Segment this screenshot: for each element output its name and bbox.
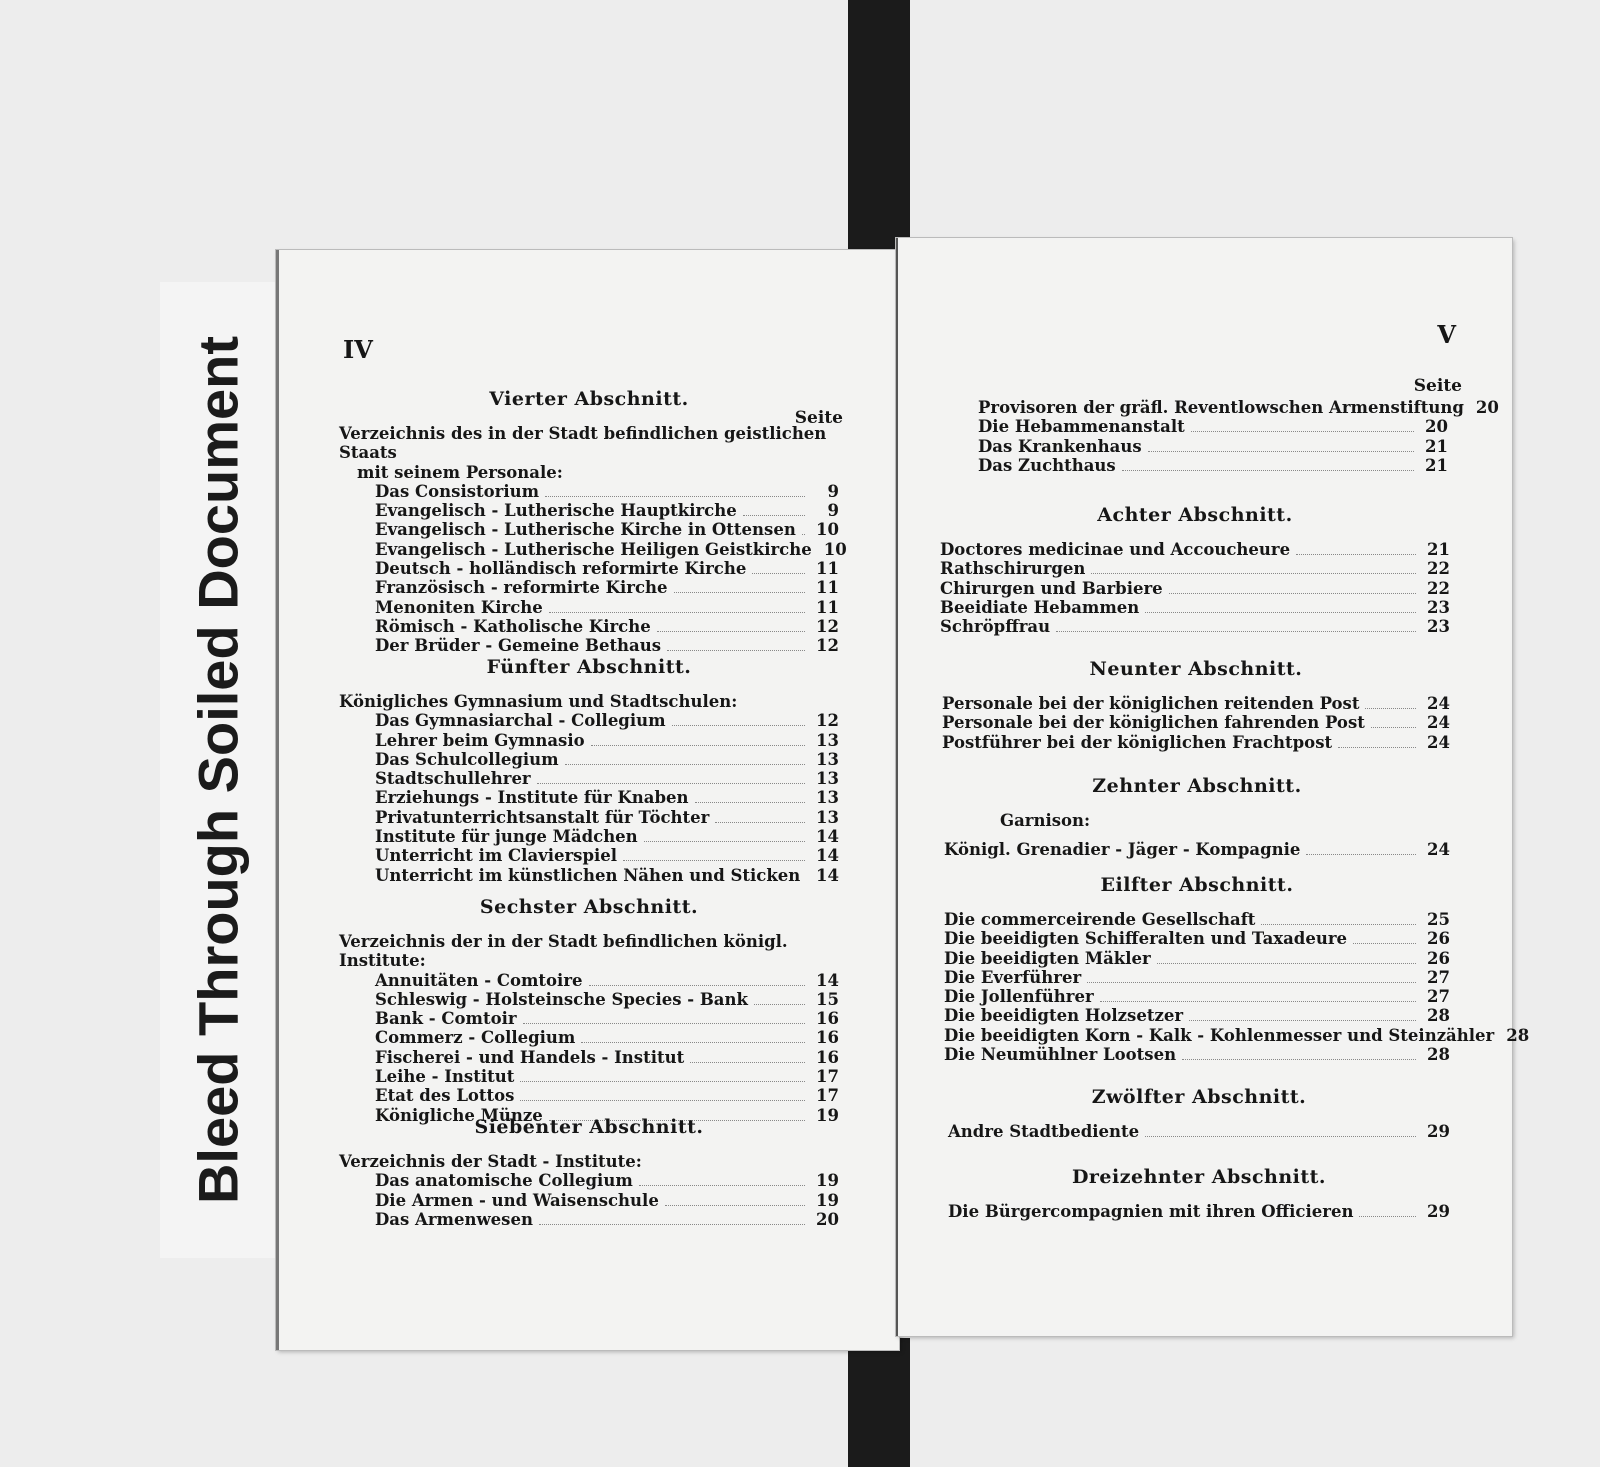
leader-dots — [665, 1204, 805, 1206]
entry-page-number: 19 — [816, 1190, 839, 1210]
entry-page-number: 16 — [816, 1047, 839, 1067]
leader-dots — [1359, 1215, 1416, 1217]
toc-entry — [942, 733, 1450, 752]
leader-dots — [743, 514, 805, 516]
leader-dots — [672, 724, 805, 726]
leader-dots — [520, 1080, 805, 1082]
entry-label: Fischerei - und Handels - Institut — [375, 1047, 685, 1067]
entry-page-number: 14 — [816, 865, 839, 885]
entry-page-number: 23 — [1427, 597, 1450, 617]
toc-entry — [339, 971, 839, 990]
entry-page-number: 27 — [1427, 987, 1450, 1007]
entry-page-number: 12 — [816, 636, 839, 656]
entry-page-number: 23 — [1427, 617, 1450, 637]
entry-group — [339, 692, 839, 885]
toc-entry — [944, 1045, 1450, 1064]
entry-label: Evangelisch - Lutherische Kirche in Ottensen — [375, 520, 796, 540]
entry-page-number: 9 — [827, 501, 839, 521]
entry-page-number: 24 — [1427, 694, 1450, 713]
leader-dots — [754, 1003, 805, 1005]
toc-entry — [940, 559, 1450, 578]
top-entries — [978, 398, 1499, 475]
toc-entry — [339, 617, 839, 636]
section-11 — [944, 874, 1530, 1065]
entry-label: Chirurgen und Barbiere — [940, 578, 1163, 598]
entry-page-number: 14 — [816, 970, 839, 990]
leader-dots — [1122, 469, 1414, 471]
leader-dots — [1148, 450, 1414, 452]
right-page — [896, 238, 1530, 1336]
toc-entry — [942, 713, 1450, 732]
leader-dots — [1091, 572, 1416, 574]
entry-list — [339, 1171, 839, 1229]
entry-label: Schröpffrau — [940, 617, 1051, 637]
leader-dots — [752, 572, 805, 574]
entry-label: Postführer bei der königlichen Frachtpost — [942, 732, 1333, 752]
section-title: Eilfter Abschnitt. — [1100, 874, 1294, 896]
entry-page-number: 21 — [1425, 436, 1448, 456]
entry-list — [339, 971, 839, 1125]
toc-entry — [339, 501, 839, 520]
entry-label: Commerz - Collegium — [375, 1028, 576, 1048]
toc-entry — [339, 559, 839, 578]
section-title: Fünfter Abschnitt. — [486, 656, 692, 678]
toc-entry — [978, 417, 1448, 436]
section-title: Zehnter Abschnitt. — [1092, 775, 1302, 797]
entry-label: Rathschirurgen — [940, 559, 1086, 579]
toc-entry — [339, 539, 847, 559]
toc-entry — [339, 731, 839, 750]
entry-page-number: 24 — [1427, 840, 1450, 860]
toc-entry — [339, 990, 839, 1009]
entry-label: Personale bei der königlichen fahrenden Post — [942, 713, 1365, 733]
leader-dots — [1306, 853, 1416, 855]
section-title: Vierter Abschnitt. — [489, 388, 689, 410]
entry-list — [948, 1202, 1450, 1221]
page-number: IV — [343, 335, 373, 364]
entry-label: Die Hebammenanstalt — [978, 417, 1185, 437]
leader-dots — [690, 1061, 805, 1063]
toc-entry — [339, 808, 839, 827]
section-title: Sechster Abschnitt. — [479, 896, 699, 918]
entry-page-number: 20 — [816, 1209, 839, 1229]
entry-label: Das anatomische Collegium — [375, 1171, 633, 1191]
entry-list — [339, 711, 839, 885]
leader-dots — [644, 840, 805, 842]
entry-group — [339, 932, 839, 1125]
toc-entry — [339, 827, 839, 846]
entry-label: Annuitäten - Comtoire — [375, 970, 583, 990]
entry-list — [944, 840, 1450, 859]
entry-page-number: 16 — [816, 1009, 839, 1029]
entry-label: Die beeidigten Holzsetzer — [944, 1006, 1184, 1026]
entry-page-number: 13 — [816, 807, 839, 827]
toc-entry — [339, 750, 839, 769]
entry-page-number: 10 — [816, 520, 839, 540]
leader-dots — [520, 1099, 805, 1101]
toc-entry — [339, 1028, 839, 1047]
entry-label: Evangelisch - Lutherische Hauptkirche — [375, 501, 737, 521]
entry-group — [339, 424, 847, 656]
toc-entry — [339, 1067, 839, 1086]
entry-label: Deutsch - holländisch reformirte Kirche — [375, 559, 747, 579]
section-6 — [339, 896, 839, 1125]
entry-list — [978, 398, 1499, 475]
entry-label: Beeidiate Hebammen — [940, 597, 1140, 617]
entry-page-number: 10 — [823, 539, 847, 559]
entry-page-number: 12 — [816, 616, 839, 636]
toc-entry — [339, 578, 839, 597]
entry-page-number: 17 — [816, 1086, 839, 1106]
toc-entry — [339, 846, 839, 865]
entry-list — [339, 481, 847, 656]
toc-entry — [339, 1086, 839, 1105]
entry-label: Das Krankenhaus — [978, 436, 1142, 456]
entry-page-number: 22 — [1427, 578, 1450, 598]
toc-entry — [339, 866, 839, 885]
section-13 — [948, 1166, 1450, 1221]
leader-dots — [695, 801, 805, 803]
watermark-label: Bleed Through Soiled Document — [186, 335, 250, 1205]
toc-entry — [339, 598, 839, 617]
entry-label: Unterricht im Clavierspiel — [375, 846, 618, 866]
toc-entry — [978, 456, 1448, 475]
leader-dots — [623, 859, 805, 861]
leader-dots — [581, 1041, 805, 1043]
entry-page-number: 13 — [816, 788, 839, 808]
page-number: V — [1437, 320, 1456, 349]
entry-label: Französisch - reformirte Kirche — [375, 578, 668, 598]
leader-dots — [657, 630, 805, 632]
entry-page-number: 28 — [1427, 1045, 1450, 1065]
section-7 — [339, 1116, 839, 1229]
left-page — [276, 250, 899, 1350]
entry-page-number: 15 — [816, 989, 839, 1009]
entry-label: Die Jollenführer — [944, 987, 1094, 1007]
leader-dots — [1157, 962, 1416, 964]
seite-header: Seite — [794, 408, 843, 428]
leader-dots — [1371, 726, 1416, 728]
toc-entry — [339, 788, 839, 807]
toc-entry — [339, 1009, 839, 1028]
entry-label: Römisch - Katholische Kirche — [375, 616, 651, 636]
toc-entry — [339, 1210, 839, 1229]
entry-page-number: 24 — [1427, 732, 1450, 752]
leader-dots — [1056, 630, 1416, 632]
toc-entry — [948, 1202, 1450, 1221]
leader-dots — [1365, 707, 1416, 709]
leader-dots — [545, 495, 805, 497]
entry-label: Königl. Grenadier - Jäger - Kompagnie — [944, 840, 1301, 860]
entry-label: Leihe - Institut — [375, 1067, 515, 1087]
section-4 — [339, 388, 847, 656]
entry-page-number: 19 — [816, 1171, 839, 1191]
leader-dots — [1182, 1058, 1416, 1060]
toc-entry — [944, 910, 1450, 929]
entry-page-number: 21 — [1427, 540, 1450, 559]
toc-entry — [944, 929, 1450, 948]
entry-label: Das Schulcollegium — [375, 749, 559, 769]
section-title: Neunter Abschnitt. — [1089, 658, 1303, 680]
entry-page-number: 13 — [816, 769, 839, 789]
entry-page-number: 11 — [816, 597, 839, 617]
toc-entry — [339, 1191, 839, 1210]
entry-page-number: 29 — [1427, 1202, 1450, 1221]
subheading: Garnison: — [1000, 811, 1091, 830]
entry-label: Provisoren der gräfl. Reventlowschen Armenstiftung — [978, 398, 1464, 417]
toc-entry — [944, 1006, 1450, 1025]
group-intro-line: mit seinem Personale: — [357, 462, 563, 482]
entry-label: Königliche Münze — [375, 1105, 543, 1125]
toc-entry — [339, 520, 839, 539]
entry-page-number: 26 — [1427, 929, 1450, 949]
entry-label: Lehrer beim Gymnasio — [375, 730, 585, 750]
toc-entry — [339, 711, 839, 730]
entry-label: Das Gymnasiarchal - Collegium — [375, 711, 666, 731]
group-intro-line: Verzeichnis des in der Stadt befindlichen geistlichen Staats — [339, 424, 827, 463]
entry-page-number: 28 — [1427, 1006, 1450, 1026]
leader-dots — [802, 533, 805, 535]
entry-label: Die Armen - und Waisenschule — [375, 1190, 659, 1210]
entry-list — [942, 694, 1450, 752]
toc-entry — [940, 598, 1450, 617]
entry-label: Die Everführer — [944, 967, 1082, 987]
toc-entry — [978, 398, 1499, 417]
entry-label: Privatunterrichtsanstalt für Töchter — [375, 807, 710, 827]
toc-entry — [942, 694, 1450, 713]
entry-page-number: 13 — [816, 749, 839, 769]
binding-strip-bottom — [848, 1338, 910, 1467]
leader-dots — [1261, 923, 1416, 925]
leader-dots — [1087, 981, 1416, 983]
entry-label: Personale bei der königlichen reitenden Post — [942, 694, 1360, 713]
entry-page-number: 27 — [1427, 967, 1450, 987]
group-intro-line: Königliches Gymnasium und Stadtschulen: — [339, 692, 738, 711]
entry-label: Die beeidigten Korn - Kalk - Kohlenmesser und Steinzähler — [944, 1025, 1495, 1045]
section-title: Zwölfter Abschnitt. — [1091, 1086, 1307, 1108]
section-title: Dreizehnter Abschnitt. — [1071, 1166, 1327, 1188]
entry-page-number: 14 — [816, 846, 839, 866]
entry-page-number: 26 — [1427, 948, 1450, 968]
leader-dots — [539, 1223, 805, 1225]
entry-label: Andre Stadtbediente — [948, 1122, 1140, 1141]
entry-page-number: 24 — [1427, 713, 1450, 733]
toc-entry — [339, 769, 839, 788]
entry-page-number: 22 — [1427, 559, 1450, 579]
entry-label: Stadtschullehrer — [375, 769, 531, 789]
leader-dots — [537, 782, 805, 784]
entry-page-number: 28 — [1506, 1025, 1530, 1045]
group-intro-line: Verzeichnis der Stadt - Institute: — [339, 1152, 642, 1171]
leader-dots — [1145, 611, 1416, 613]
entry-label: Das Armenwesen — [375, 1209, 533, 1229]
toc-entry — [339, 482, 839, 501]
entry-label: Etat des Lottos — [375, 1086, 515, 1106]
entry-label: Doctores medicinae und Accoucheure — [940, 540, 1291, 559]
entry-page-number: 17 — [816, 1067, 839, 1087]
entry-page-number: 9 — [827, 481, 839, 501]
leader-dots — [1191, 430, 1414, 432]
entry-page-number: 21 — [1425, 455, 1448, 475]
toc-entry — [944, 949, 1450, 968]
entry-page-number: 20 — [1475, 398, 1499, 417]
entry-label: Der Brüder - Gemeine Bethaus — [375, 636, 662, 656]
entry-label: Die Bürgercompagnien mit ihren Officieren — [948, 1202, 1354, 1221]
entry-label: Die commerceirende Gesellschaft — [944, 910, 1256, 929]
section-9 — [942, 658, 1450, 752]
leader-dots — [523, 1022, 805, 1024]
entry-label: Unterricht im künstlichen Nähen und Sticken — [375, 865, 801, 885]
toc-entry — [339, 1171, 839, 1190]
toc-entry — [339, 636, 839, 655]
toc-entry — [944, 1025, 1530, 1045]
entry-page-number: 12 — [816, 711, 839, 731]
entry-page-number: 13 — [816, 730, 839, 750]
entry-label: Die beeidigten Mäkler — [944, 948, 1151, 968]
leader-dots — [639, 1184, 805, 1186]
section-8 — [940, 504, 1450, 636]
section-5 — [339, 656, 839, 885]
toc-entry — [978, 437, 1448, 456]
entry-group — [339, 1152, 839, 1229]
leader-dots — [1100, 1000, 1416, 1002]
entry-page-number: 29 — [1427, 1122, 1450, 1141]
entry-label: Erziehungs - Institute für Knaben — [375, 788, 689, 808]
entry-label: Schleswig - Holsteinsche Species - Bank — [375, 989, 748, 1009]
toc-entry — [944, 987, 1450, 1006]
leader-dots — [549, 611, 805, 613]
entry-label: Bank - Comtoir — [375, 1009, 517, 1029]
leader-dots — [1189, 1019, 1416, 1021]
leader-dots — [1353, 942, 1416, 944]
entry-label: Das Consistorium — [375, 481, 540, 501]
entry-list — [944, 910, 1530, 1065]
entry-label: Evangelisch - Lutherische Heiligen Geistkirche — [375, 539, 812, 559]
section-10 — [944, 775, 1450, 860]
group-intro-line: Verzeichnis der in der Stadt befindlichen königl. Institute: — [339, 932, 788, 971]
section-12 — [948, 1086, 1450, 1141]
entry-label: Die beeidigten Schifferalten und Taxadeure — [944, 929, 1348, 949]
entry-label: Die Neumühlner Lootsen — [944, 1045, 1177, 1065]
leader-dots — [565, 763, 805, 765]
entry-list — [940, 540, 1450, 636]
leader-dots — [667, 649, 805, 651]
toc-entry — [940, 617, 1450, 636]
entry-page-number: 20 — [1425, 417, 1448, 437]
leader-dots — [674, 591, 805, 593]
toc-entry — [339, 1048, 839, 1067]
entry-list — [948, 1122, 1450, 1141]
leader-dots — [1338, 746, 1416, 748]
leader-dots — [715, 821, 805, 823]
entry-label: Institute für junge Mädchen — [375, 827, 638, 847]
section-title: Siebenter Abschnitt. — [474, 1116, 704, 1138]
binding-strip-top — [848, 0, 910, 250]
leader-dots — [1296, 553, 1416, 555]
entry-page-number: 19 — [816, 1105, 839, 1125]
toc-entry — [940, 579, 1450, 598]
toc-entry — [940, 540, 1450, 559]
leader-dots — [591, 744, 805, 746]
seite-header: Seite — [1413, 376, 1462, 396]
leader-dots — [1169, 592, 1416, 594]
toc-entry — [948, 1122, 1450, 1141]
leader-dots — [1145, 1135, 1416, 1137]
section-title: Achter Abschnitt. — [1097, 504, 1293, 526]
entry-label: Das Zuchthaus — [978, 455, 1116, 475]
toc-entry — [944, 840, 1450, 859]
entry-page-number: 16 — [816, 1028, 839, 1048]
entry-page-number: 14 — [816, 827, 839, 847]
leader-dots — [589, 984, 805, 986]
entry-label: Menoniten Kirche — [375, 597, 543, 617]
toc-entry — [944, 968, 1450, 987]
entry-page-number: 11 — [816, 559, 839, 579]
entry-page-number: 11 — [816, 578, 839, 598]
entry-page-number: 25 — [1427, 910, 1450, 929]
